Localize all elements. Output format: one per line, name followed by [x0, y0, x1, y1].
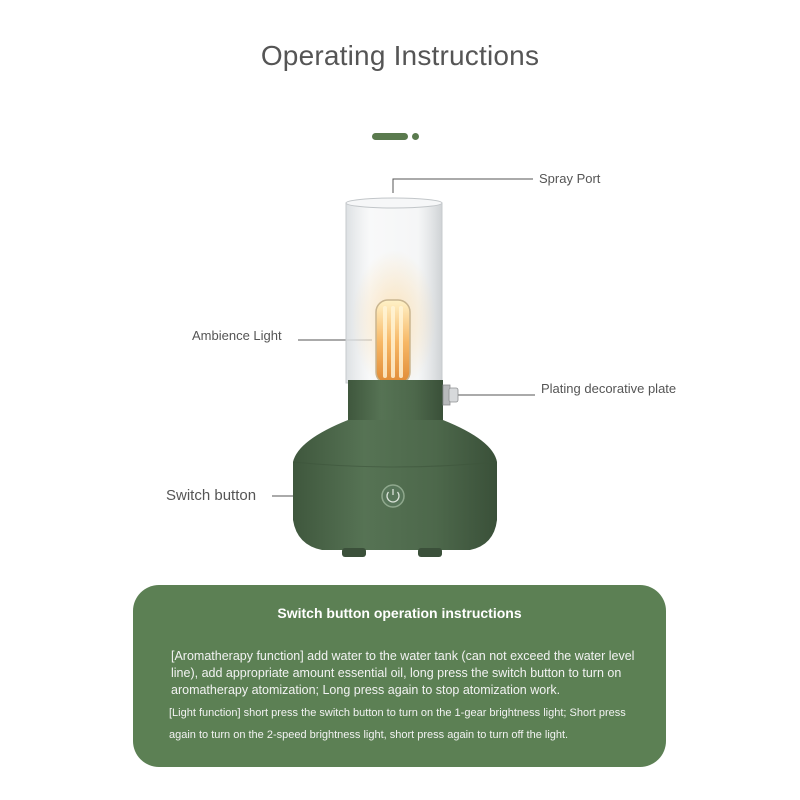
- instructions-title: Switch button operation instructions: [277, 605, 522, 621]
- foot-right: [418, 548, 442, 557]
- ambience-light: [376, 300, 410, 384]
- spray-port-line: [393, 179, 533, 193]
- callout-switch-button: Switch button: [166, 487, 257, 504]
- callout-plating-plate: Plating decorative plate: [541, 381, 677, 396]
- page-title: Operating Instructions: [260, 40, 540, 71]
- humidifier-collar: [348, 380, 443, 424]
- instructions-panel: [133, 585, 666, 767]
- plating-decorative-plate: [443, 385, 458, 405]
- callout-spray-port: Spray Port: [539, 171, 601, 186]
- callout-ambience-light: Ambience Light: [192, 328, 282, 343]
- foot-left: [342, 548, 366, 557]
- aromatherapy-instructions: [Aromatherapy function] add water to the water tank (can not exceed the water level line), add appropriate amount essential oil, long press the switch button to turn on aromatherapy atomization; Long press again to stop atomization work.: [171, 649, 635, 697]
- switch-button-graphic: [382, 485, 404, 507]
- light-instructions: [Light function] short press the switch button to turn on the 1-gear brightness light; Short press again to turn on the 2-speed brightness light, short press again to turn off the light.: [169, 707, 626, 741]
